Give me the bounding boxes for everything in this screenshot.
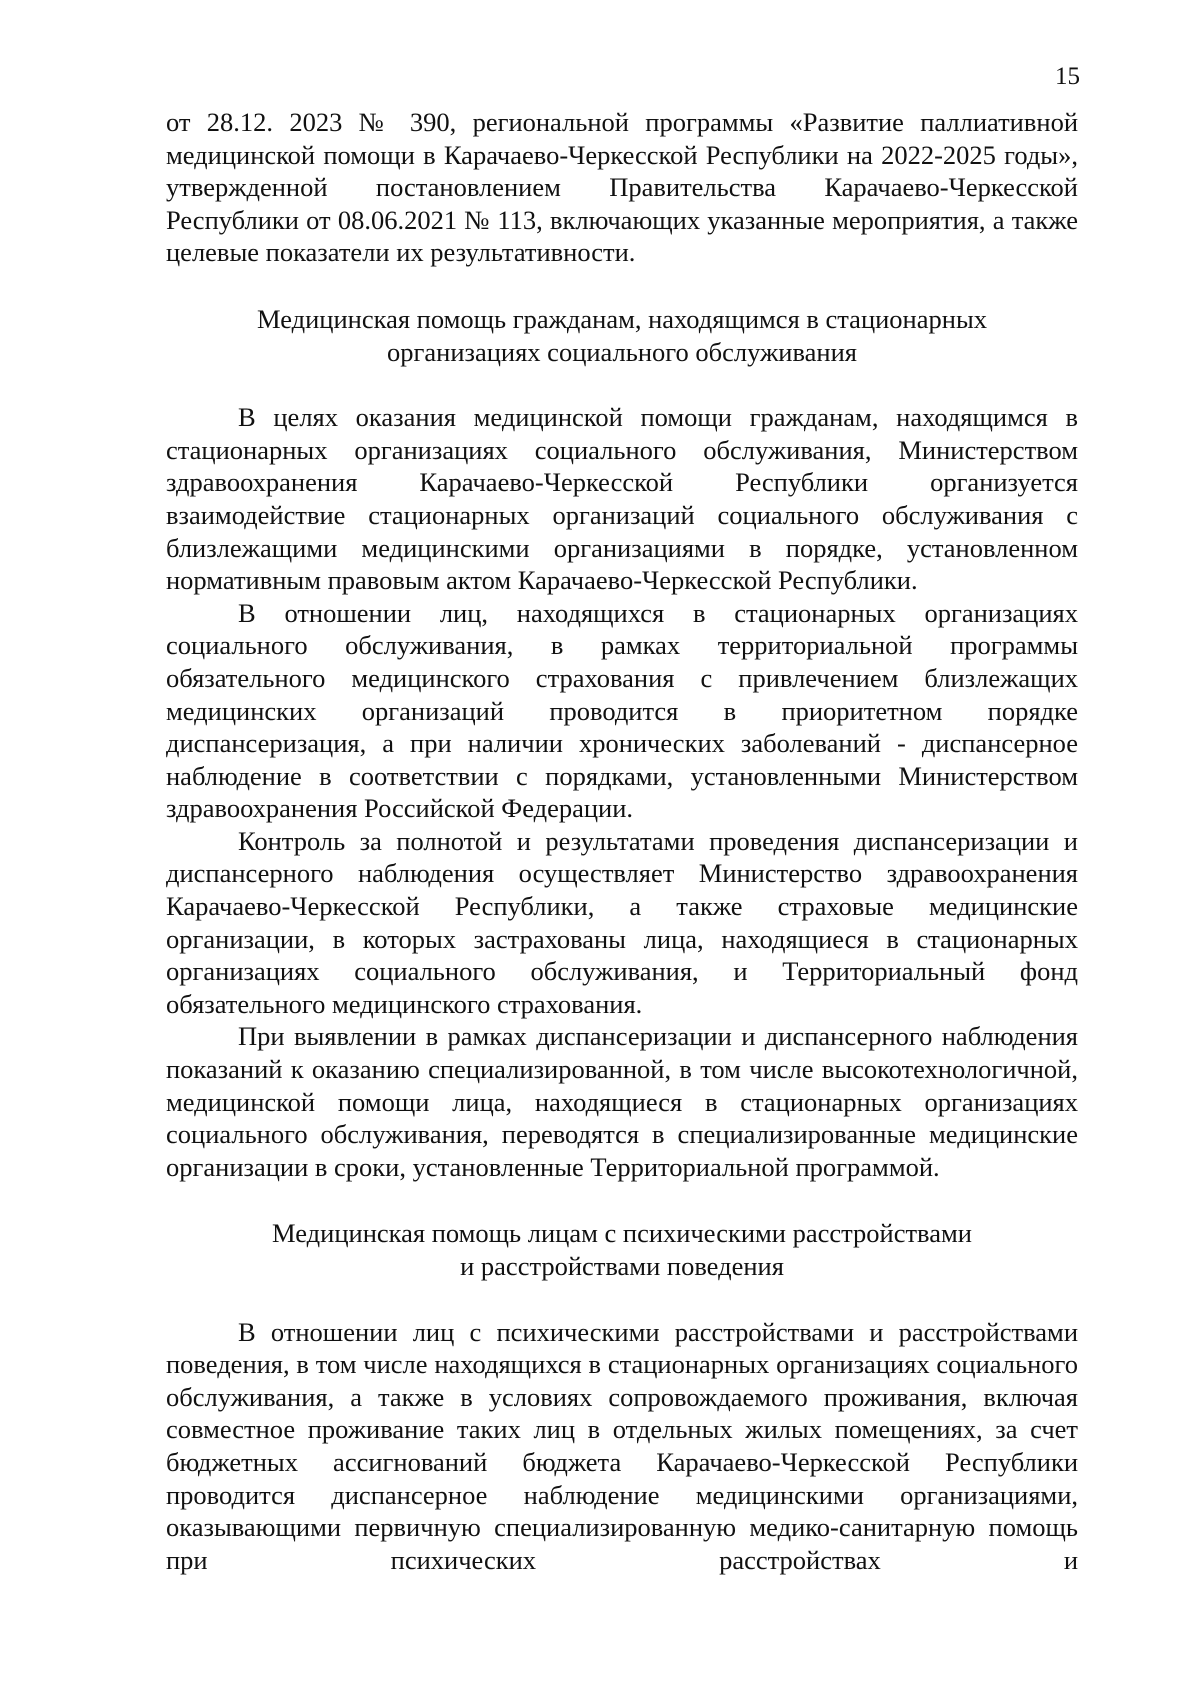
paragraph: В целях оказания медицинской помощи гражданам, находящимся в стационарных организациях социального обслуживания, Министерством здравоохранения Карачаево-Черкесской Республики организуется взаимодействие стационарных организаций социального обслуживания с близлежащими медицинскими организациями в порядке, установленном нормативным правовым актом Карачаево-Черкесской Республики. xyxy=(166,402,1078,596)
section-heading-mental-disorders xyxy=(166,1217,1078,1282)
spacer xyxy=(166,1283,1078,1316)
page-number: 15 xyxy=(1055,63,1080,90)
spacer xyxy=(166,368,1078,401)
heading-line: и расстройствами поведения xyxy=(460,1251,784,1281)
paragraph: При выявлении в рамках диспансеризации и диспансерного наблюдения показаний к оказанию специализированной, в том числе высокотехнологичной, медицинской помощи лица, находящиеся в стационарных организациях социального обслуживания, переводятся в специализированные медицинские организации в сроки, установленные Территориальной программой. xyxy=(166,1021,1078,1182)
intro-paragraph: от 28.12. 2023 № 390, региональной программы «Развитие паллиативной медицинской помощи в Карачаево-Черкесской Республики на 2022-2025 годы», утвержденной постановлением Правительства Карачаево-Черкесской Республики от 08.06.2021 № 113, включающих указанные мероприятия, а также целевые показатели их результативности. xyxy=(166,107,1078,268)
section-heading-social-organizations xyxy=(166,303,1078,368)
paragraph: Контроль за полнотой и результатами проведения диспансеризации и диспансерного наблюдения осуществляет Министерство здравоохранения Карачаево-Черкесской Республики, а также страховые медицинские организации, в которых застрахованы лица, находящиеся в стационарных организациях социального обслуживания, и Территориальный фонд обязательного медицинского страхования. xyxy=(166,825,1078,1019)
heading-line: Медицинская помощь гражданам, находящимся в стационарных xyxy=(257,303,987,334)
spacer xyxy=(166,1183,1078,1217)
heading-line: организациях социального обслуживания xyxy=(387,336,857,367)
document-body xyxy=(166,106,1078,1576)
paragraph: В отношении лиц с психическими расстройствами и расстройствами поведения, в том числе находящихся в стационарных организациях социального обслуживания, а также в условиях сопровождаемого проживания, включая совместное проживание таких лиц в отдельных жилых помещениях, за счет бюджетных ассигнований бюджета Карачаево-Черкесской Республики проводится диспансерное наблюдение медицинскими организациями, оказывающими первичную специализированную медико-санитарную помощь при психических расстройствах и xyxy=(166,1316,1078,1575)
heading-line: Медицинская помощь лицам с психическими расстройствами xyxy=(272,1218,972,1249)
paragraph: В отношении лиц, находящихся в стационарных организациях социального обслуживания, в рамках территориальной программы обязательного медицинского страхования с привлечением близлежащих медицинских организаций проводится в приоритетном порядке диспансеризация, а при наличии хронических заболеваний - диспансерное наблюдение в соответствии с порядками, установленными Министерством здравоохранения Российской Федерации. xyxy=(166,597,1078,824)
spacer xyxy=(166,269,1078,303)
